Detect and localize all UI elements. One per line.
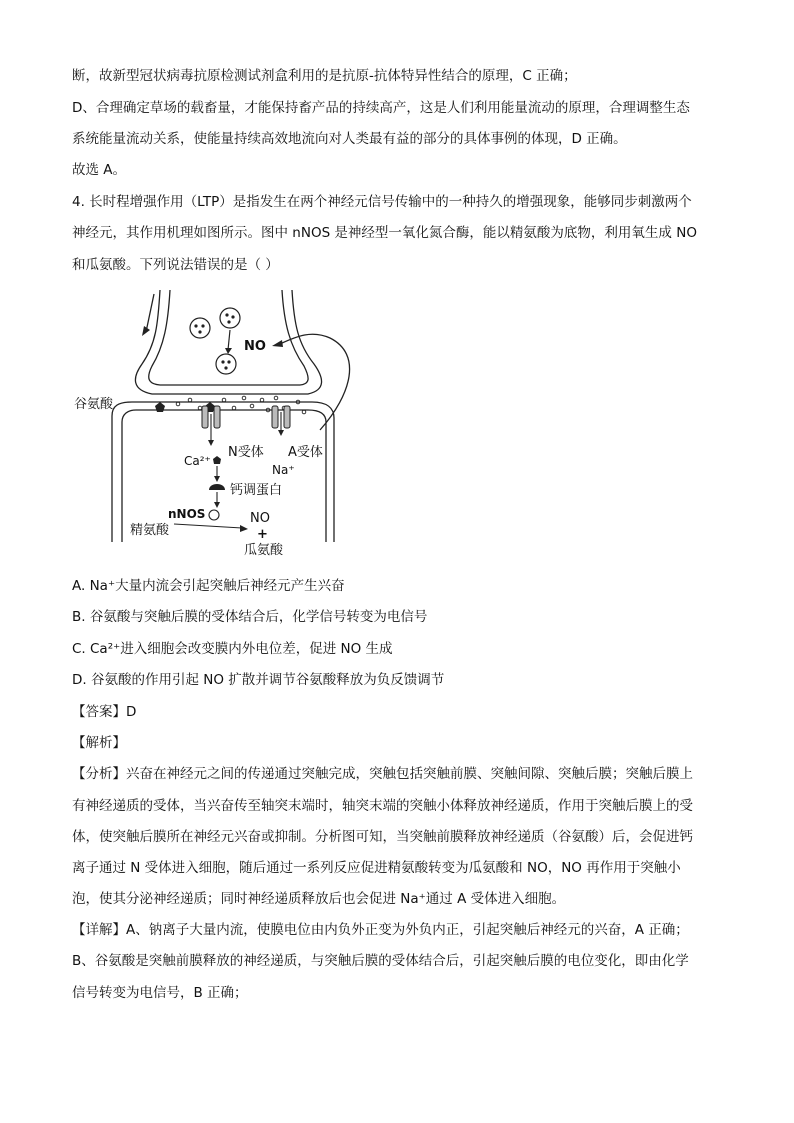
- detail-line: 信号转变为电信号，B 正确；: [72, 985, 248, 1001]
- option-c: C. Ca²⁺进入细胞会改变膜内外电位差，促进 NO 生成: [72, 641, 393, 657]
- question-line: 4. 长时程增强作用（LTP）是指发生在两个神经元信号传输中的一种持久的增强现象，能够同步刺激两个: [72, 194, 692, 210]
- label-na: Na⁺: [272, 463, 295, 477]
- option-d: D. 谷氨酸的作用引起 NO 扩散并调节谷氨酸释放为负反馈调节: [72, 672, 445, 688]
- calmodulin-shape: [209, 484, 225, 490]
- detail-line: B、谷氨酸是突触前膜释放的神经递质，与突触后膜的受体结合后，引起突触后膜的电位变化，即由化学: [72, 953, 689, 969]
- label-arginine: 精氨酸: [130, 523, 170, 538]
- text-line: 断，故新型冠状病毒抗原检测试剂盒利用的是抗原-抗体特异性结合的原理，C 正确；: [72, 68, 577, 84]
- synapse-diagram: [72, 284, 372, 558]
- analysis-heading: 【解析】: [72, 735, 126, 751]
- label-calmodulin: 钙调蛋白: [230, 483, 283, 498]
- detail-line: 【详解】A、钠离子大量内流，使膜电位由内负外正变为外负内正，引起突触后神经元的兴奋，A 正确；: [72, 922, 689, 938]
- question-line: 神经元，其作用机理如图所示。图中 nNOS 是神经型一氧化氮合酶，能以精氨酸为底物，利用氧生成 NO: [72, 225, 697, 241]
- label-citrulline: 瓜氨酸: [244, 543, 284, 558]
- label-no-top: NO: [244, 339, 266, 354]
- question-line: 和瓜氨酸。下列说法错误的是（ ）: [72, 257, 279, 273]
- text-line: 系统能量流动关系，使能量持续高效地流向对人类最有益的部分的具体事例的体现，D 正确。: [72, 131, 627, 147]
- label-ca: Ca²⁺: [184, 454, 211, 468]
- label-nnos: nNOS: [168, 507, 206, 521]
- label-n-receptor: N受体: [228, 445, 264, 460]
- presynaptic-inner: [149, 290, 308, 385]
- label-a-receptor: A受体: [288, 445, 323, 460]
- label-plus: +: [257, 527, 268, 542]
- analysis-line: 泡，使其分泌神经递质；同时神经递质释放后也会促进 Na⁺通过 A 受体进入细胞。: [72, 891, 566, 907]
- analysis-line: 有神经递质的受体，当兴奋传至轴突末端时，轴突末端的突触小体释放神经递质，作用于突触后膜上的受: [72, 798, 693, 814]
- option-b: B. 谷氨酸与突触后膜的受体结合后，化学信号转变为电信号: [72, 609, 428, 625]
- nnos-circle: [209, 510, 219, 520]
- analysis-line: 离子通过 N 受体进入细胞，随后通过一系列反应促进精氨酸转变为瓜氨酸和 NO，NO 再作用于突触小: [72, 860, 681, 876]
- text-line: 故选 A。: [72, 162, 127, 178]
- analysis-line: 【分析】兴奋在神经元之间的传递通过突触完成，突触包括突触前膜、突触间隙、突触后膜；突触后膜上: [72, 766, 693, 782]
- option-a: A. Na⁺大量内流会引起突触后神经元产生兴奋: [72, 578, 345, 594]
- synapse-diagram-svg: [72, 284, 372, 558]
- text-line: D、合理确定草场的载畜量，才能保持畜产品的持续高产，这是人们利用能量流动的原理，合理调整生态: [72, 100, 690, 116]
- label-glutamate: 谷氨酸: [74, 397, 114, 412]
- glutamate-molecule: [155, 402, 165, 412]
- answer-line: 【答案】D: [72, 704, 137, 720]
- label-no-bottom: NO: [250, 511, 270, 526]
- postsynaptic-outer: [112, 402, 334, 542]
- analysis-line: 体，使突触后膜所在神经元兴奋或抑制。分析图可知，当突触前膜释放神经递质（谷氨酸）后，会促进钙: [72, 829, 693, 845]
